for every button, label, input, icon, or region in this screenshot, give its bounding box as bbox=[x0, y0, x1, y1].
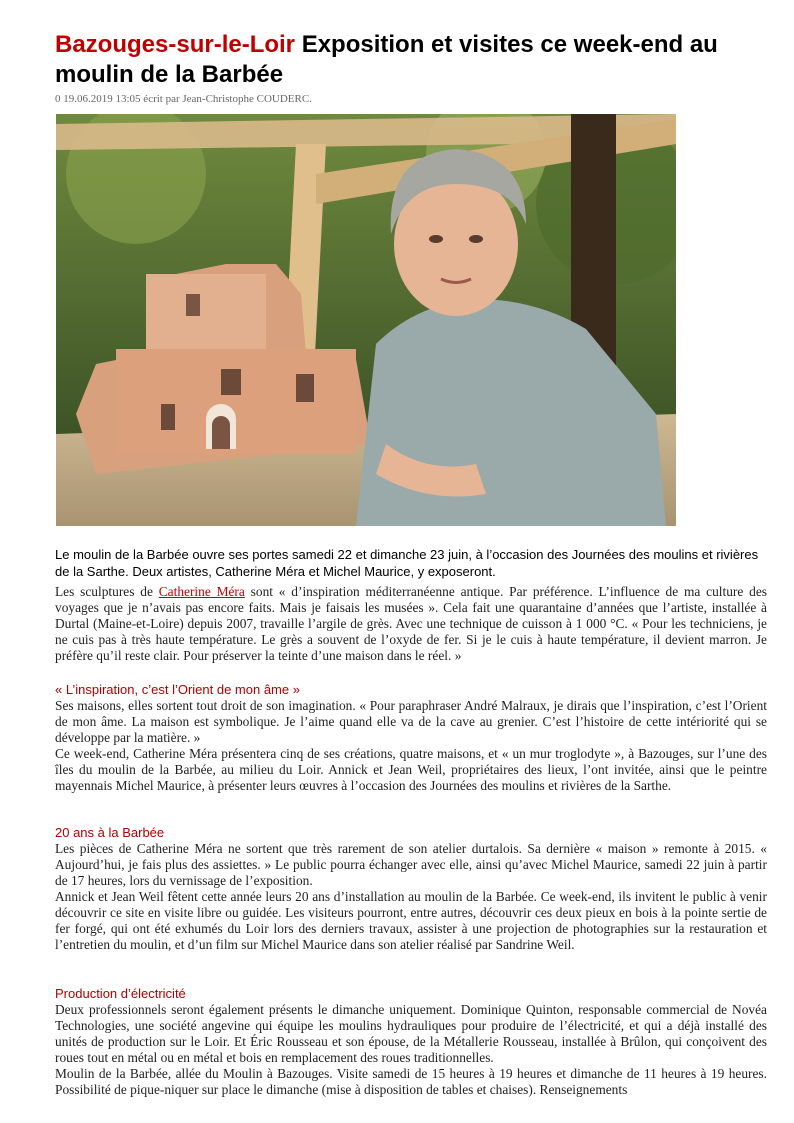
catherine-mera-link[interactable]: Catherine Méra bbox=[158, 584, 245, 599]
section-20-ans-p2: Annick et Jean Weil fêtent cette année leurs 20 ans d’installation au moulin de la Barbée. Ce week-end, ils invitent le public à venir découvrir ce site en visite libre ou guidée. Les visiteurs pourront, entre autres, découvrir ces deux pieux en bois à la pointe sertie de fer forgé, qui ont été exhumés du Loir lors des derniers travaux, assister à une projection de photographies sur la restauration et l’entretien du moulin, et d’un film sur Michel Maurice dans son atelier réalisé par Sandrine Weil. bbox=[55, 889, 767, 952]
article-byline: 0 19.06.2019 13:05 écrit par Jean-Christophe COUDERC. bbox=[55, 93, 312, 105]
intro-text-start: Les sculptures de bbox=[55, 584, 159, 599]
section-electricite-p2: Moulin de la Barbée, allée du Moulin à Bazouges. Visite samedi de 15 heures à 19 heures et dimanche de 11 heures à 19 heures. Possibilité de pique-niquer sur place le dimanche (mise à disposition de tables et chaises). Renseignements bbox=[55, 1066, 767, 1097]
section-title-electricite: Production d’électricité bbox=[55, 986, 186, 1001]
section-title-inspiration: « L’inspiration, c’est l’Orient de mon âme » bbox=[55, 682, 300, 697]
intro-paragraph bbox=[55, 584, 767, 664]
section-title-20-ans: 20 ans à la Barbée bbox=[55, 825, 165, 840]
section-electricite-body bbox=[55, 1002, 767, 1098]
section-electricite-p1: Deux professionnels seront également présents le dimanche uniquement. Dominique Quinton, responsable commercial de Novéa Technologies, une société angevine qui équipe les moulins hydrauliques pour produire de l’électricité, et qui a déjà installé des unités de production sur le Loir. Et Éric Rousseau et son épouse, de la Métallerie Rousseau, installée à Brûlon, qui conçoivent des roues tout en métal ou en métal et bois en remplacement des roues traditionnelles. bbox=[55, 1002, 767, 1065]
intro-text-end: sont « d’inspiration méditerranéenne antique. Par préférence. L’influence de ma culture des voyages que je n’avais pas encore faits. Mais je faisais les musées ». Cela fait une quarantaine d’années que l’artiste, installée à Durtal (Maine-et-Loire) depuis 2007, travaille l’argile de grès. Avec une technique de cuisson à 1 000 °C. « Pour les techniciens, je ne cuis pas à très haute température. Le grès a souvent de l’oxyde de fer. Si je le cuis à haute température, il devient marron. Je préfère qu’il reste clair. Pour préserver la teinte d’une maison dans le réel. » bbox=[55, 584, 767, 663]
article-photo bbox=[56, 114, 676, 526]
article-lead: Le moulin de la Barbée ouvre ses portes samedi 22 et dimanche 23 juin, à l’occasion des Journées des moulins et rivières de la Sarthe. Deux artistes, Catherine Méra et Michel Maurice, y exposeront. bbox=[55, 547, 759, 579]
photo-illustration bbox=[56, 114, 676, 526]
section-20-ans-p1: Les pièces de Catherine Méra ne sortent que très rarement de son atelier durtalois. Sa dernière « maison » remonte à 2015. « Aujourd’hui, je fais plus des assiettes. » Le public pourra échanger avec elle, ainsi qu’avec Michel Maurice, samedi 22 juin à partir de 17 heures, lors du vernissage de l’exposition. bbox=[55, 841, 767, 888]
section-20-ans-body bbox=[55, 841, 767, 953]
section-inspiration-p2: Ce week-end, Catherine Méra présentera cinq de ses créations, quatre maisons, et « un mur troglodyte », à Bazouges, sur l’une des îles du moulin de la Barbée, au milieu du Loir. Annick et Jean Weil, propriétaires des lieux, l’ont invitée, ainsi que le peintre mayennais Michel Maurice, à présenter leurs œuvres à l’occasion des Journées des moulins et rivières de la Sarthe. bbox=[55, 746, 767, 793]
section-inspiration-body bbox=[55, 698, 767, 794]
article-headline bbox=[55, 30, 765, 90]
headline-title: Exposition et visites ce week-end au moulin de la Barbée bbox=[55, 31, 718, 88]
section-inspiration-p1: Ses maisons, elles sortent tout droit de son imagination. « Pour paraphraser André Malraux, je dirais que l’inspiration, c’est l’Orient de mon âme. La maison est symbolique. Je l’aime quand elle va de la cave au grenier. C’est l’histoire de cette intériorité qui se développe par la matière. » bbox=[55, 698, 767, 745]
headline-place: Bazouges-sur-le-Loir bbox=[55, 31, 296, 58]
